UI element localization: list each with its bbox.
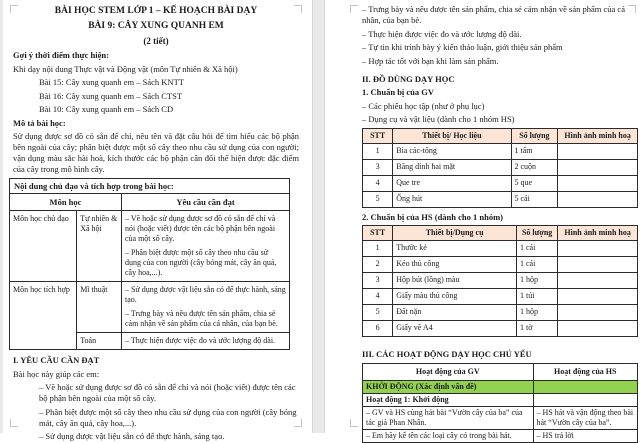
description-heading: Mô tả bài học:: [13, 117, 66, 128]
lesson-duration: (2 tiết): [143, 36, 169, 46]
table-caption: Nội dung chủ đạo và tích hợp trong bài học:: [10, 179, 290, 194]
section1-heading: I. YÊU CẦU CẦN ĐẠT: [13, 355, 100, 365]
content-integration-table: [9, 178, 290, 350]
equipment-cell: Thước kẻ: [393, 241, 517, 257]
section3-heading: III. CÁC HOẠT ĐỘNG DẠY HỌC CHỦ YẾU: [362, 349, 532, 359]
gv-activity-cell: – GV và HS cùng hát bài “Vườn cây của ba” của tác giả Phan Nhân.: [363, 406, 534, 429]
image-cell: [558, 191, 638, 207]
phase-label: KHỞI ĐỘNG (Xác định vấn đề): [363, 380, 534, 393]
table-caption-row: [10, 179, 290, 194]
equipment-cell: Bìa các-tông: [393, 143, 511, 159]
col-header-image: Hình ảnh minh hoạ: [558, 226, 638, 241]
stt-cell: 6: [363, 321, 393, 337]
requirement-item: – Trưng bày và nêu được tên sản phẩm, chia sẻ cảm nhận về sản phẩm của cá nhân, của bạn bè.: [362, 4, 625, 25]
col-header-equipment: Thiết bị/Dụng cụ: [393, 226, 517, 241]
activities-table: [362, 363, 638, 443]
margin-mark: [294, 419, 302, 427]
col-header-stt: STT: [363, 226, 393, 241]
requirement-bullet: – Vẽ hoặc sử dụng được sơ đồ có sẵn để chỉ và nói (hoặc viết) được tên các bộ phận bên ngoài của một số cây.: [124, 214, 276, 243]
table-header-row: [363, 363, 638, 380]
table-row: [363, 191, 638, 207]
quantity-cell: 1 túi: [517, 289, 558, 305]
hs-activity-cell: – HS hát và vận động theo bài hát “Vườn cây của ba”.: [533, 406, 638, 429]
requirement-bullet: – Trưng bày và nêu được tên sản phẩm, chia sẻ cảm nhận về sản phẩm của cá nhân, của bạn bè.: [124, 309, 278, 328]
art-subject-name: Mĩ thuật: [77, 282, 122, 333]
stt-cell: 4: [363, 175, 393, 191]
quantity-cell: 5 cái: [511, 191, 558, 207]
quantity-cell: 1 cái: [517, 257, 558, 273]
stt-cell: 3: [363, 273, 393, 289]
image-cell: [558, 175, 638, 191]
requirement-item: – Hợp tác tốt với bạn khi làm sản phẩm.: [362, 55, 499, 66]
table-row: [363, 305, 638, 321]
table-header-row: [363, 128, 638, 143]
requirement-item: – Thực hiện được việc đo và ước lượng độ dài.: [362, 28, 522, 39]
equipment-cell: Que tre: [393, 175, 511, 191]
col-header-stt: STT: [363, 128, 393, 143]
timing-intro: Khi dạy nội dung Thực vật và Động vật (môn Tự nhiên & Xã hội): [13, 63, 238, 74]
math-subject-name: Toán: [77, 333, 122, 350]
requirement-item: – Tự tin khi trình bày ý kiến thảo luận, giới thiệu sản phẩm: [362, 42, 563, 52]
stt-cell: 2: [363, 257, 393, 273]
quantity-cell: 2 cuộn: [511, 159, 558, 175]
margin-mark: [10, 5, 18, 13]
table-row: [363, 257, 638, 273]
table-row: [363, 321, 638, 337]
table-row: [363, 159, 638, 175]
table-row: [363, 406, 638, 429]
table-header-row: [10, 194, 290, 211]
activity-title-empty: [533, 393, 638, 406]
equipment-cell: Kéo thủ công: [393, 257, 517, 273]
page-right: [324, 0, 640, 440]
hs-activity-cell: – HS trả lời: [533, 429, 638, 442]
timing-item: Bài 10: Cây xung quanh em – Sách CD: [39, 104, 174, 114]
timing-item: Bài 15: Cây xung quanh em – Sách KNTT: [39, 77, 184, 87]
gv-note: – Các phiếu học tập (như ở phụ lục): [362, 100, 485, 111]
stt-cell: 4: [363, 289, 393, 305]
page-left: [3, 0, 313, 441]
art-subject-requirements: [121, 282, 289, 333]
col-header-image: Hình ảnh minh hoạ: [558, 128, 638, 143]
page-left-content: [3, 0, 312, 442]
margin-mark: [350, 419, 358, 427]
quantity-cell: 1 tấm: [511, 143, 558, 159]
margin-mark: [628, 5, 636, 13]
phase-label-empty: [533, 380, 638, 393]
gv-activity-cell: – Em hãy kể tên các loại cây có trong bài hát.: [363, 429, 534, 442]
image-cell: [558, 273, 638, 289]
requirement-item: – Sử dụng được vật liệu sẵn có để thực hành, sáng tạo.: [39, 431, 225, 441]
quantity-cell: 1 hộp: [517, 305, 558, 321]
math-subject-requirements: – Thực hiện được việc đo và ước lượng độ dài.: [121, 333, 289, 350]
equipment-cell: Giấy màu thủ công: [393, 289, 517, 305]
quantity-cell: 1 cái: [517, 241, 558, 257]
stt-cell: 1: [363, 241, 393, 257]
table-row: [363, 143, 638, 159]
table-header-row: [363, 226, 638, 241]
activity-title: Hoạt động 1: Khởi động: [363, 393, 534, 406]
gv-preparation-heading: 1. Chuẩn bị của GV: [362, 87, 435, 97]
table-row: [363, 241, 638, 257]
gv-materials-table: [362, 128, 638, 208]
image-cell: [558, 321, 638, 337]
stt-cell: 1: [363, 143, 393, 159]
col-header-gv-activity: Hoạt động của GV: [363, 363, 534, 380]
requirement-item: – Vẽ hoặc sử dụng được sơ đồ có sẵn để chỉ và nói (hoặc viết) được tên các bộ phận bên ngoài của một số cây.: [39, 382, 296, 403]
col-header-equipment: Thiết bị/ Học liệu: [393, 128, 511, 143]
equipment-cell: Hộp bút (lông) màu: [393, 273, 517, 289]
main-subject-label: Môn học chủ đạo: [10, 211, 77, 282]
requirement-item: – Phân biệt được một số cây theo nhu cầu sử dụng của con người (cây bóng mát, cây ăn quả, cây hoa,...).: [39, 406, 297, 428]
col-header-subject: Môn học: [10, 194, 122, 211]
gv-note: – Dụng cụ và vật liệu (dành cho 1 nhóm HS): [362, 114, 515, 124]
description-body: Sử dụng được sơ đồ có sẵn để chỉ, nêu tên và đặt câu hỏi để tìm hiểu các bộ phận bên ngoài của cây; phân biệt được một số cây theo nhu cầu sử dụng của con người; vận dụng màu sắc hài hoà, kích thước các bộ phận cân đối thể hiện được đặc điểm của cây trong mô hình cây.: [13, 131, 299, 174]
lesson-title: BÀI 9: CÂY XUNG QUANH EM: [88, 21, 224, 31]
image-cell: [558, 241, 638, 257]
quantity-cell: 1 tờ: [517, 321, 558, 337]
margin-mark: [350, 5, 358, 13]
document-title: BÀI HỌC STEM LỚP 1 – KẾ HOẠCH BÀI DẠY: [54, 6, 258, 16]
table-row: [10, 211, 290, 282]
col-header-hs-activity: Hoạt động của HS: [533, 363, 638, 380]
margin-mark: [294, 5, 302, 13]
stt-cell: 5: [363, 305, 393, 321]
hs-preparation-heading: 2. Chuẩn bị của HS (dành cho 1 nhóm): [362, 211, 504, 222]
col-header-requirement: Yêu cầu cần đạt: [121, 194, 289, 211]
image-cell: [558, 257, 638, 273]
quantity-cell: 1 hộp: [517, 273, 558, 289]
phase-row: [363, 380, 638, 393]
main-subject-requirements: [121, 211, 289, 282]
timing-item: Bài 16: Cây xung quanh em – Sách CTST: [39, 90, 183, 101]
hs-materials-table: [362, 225, 638, 337]
table-row: [363, 273, 638, 289]
stt-cell: 5: [363, 191, 393, 207]
equipment-cell: Băng dính hai mặt: [393, 159, 511, 175]
timing-heading: Gợi ý thời điểm thực hiện:: [13, 50, 109, 60]
margin-mark: [10, 419, 18, 427]
image-cell: [558, 305, 638, 321]
equipment-cell: Giấy vẽ A4: [393, 321, 517, 337]
main-subject-name: Tự nhiên & Xã hội: [77, 211, 122, 282]
page-right-content: [325, 0, 640, 443]
quantity-cell: 5 que: [511, 175, 558, 191]
table-row: [363, 175, 638, 191]
requirement-bullet: – Phân biệt được một số cây theo nhu cầu sử dụng của con người (cây bóng mát, cây ăn quả, cây hoa,...).: [124, 248, 277, 277]
activity-title-row: [363, 393, 638, 406]
image-cell: [558, 159, 638, 175]
table-row: [10, 282, 290, 333]
image-cell: [558, 143, 638, 159]
equipment-cell: Ống hút: [393, 191, 511, 207]
stt-cell: 3: [363, 159, 393, 175]
table-row: [363, 289, 638, 305]
col-header-quantity: Số lượng: [517, 226, 558, 241]
requirements-intro: Bài học này giúp các em:: [13, 368, 100, 379]
table-row: [363, 429, 638, 442]
requirement-bullet: – Sử dụng được vật liệu sẵn có để thực hành, sáng tạo.: [124, 285, 286, 304]
equipment-cell: Đất nặn: [393, 305, 517, 321]
integrated-subject-label: Môn học tích hợp: [10, 282, 77, 350]
image-cell: [558, 289, 638, 305]
col-header-quantity: Số lượng: [511, 128, 558, 143]
section2-heading: II. ĐỒ DÙNG DẠY HỌC: [362, 73, 455, 84]
